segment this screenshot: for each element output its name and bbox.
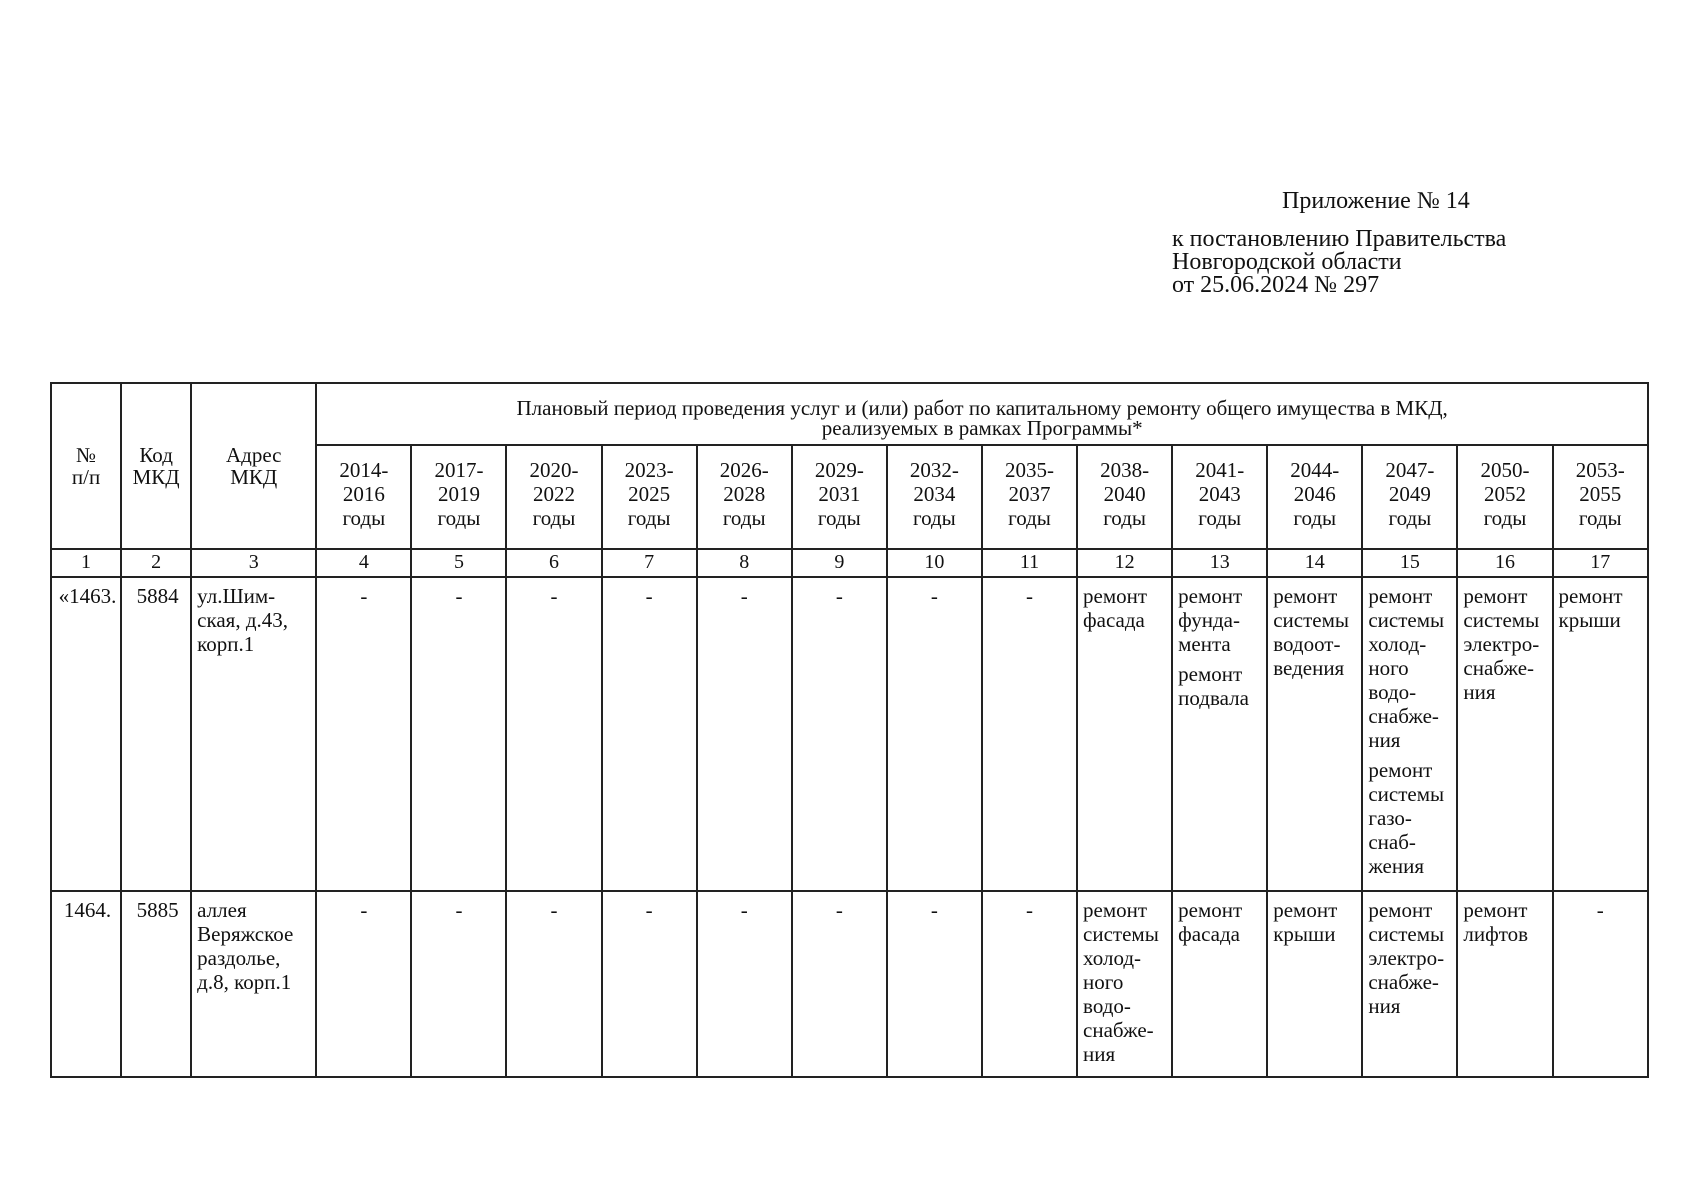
period-header: 2029- 2031 годы <box>792 445 887 549</box>
work-cell <box>1362 577 1457 891</box>
capital-repair-table <box>50 382 1649 1078</box>
empty-period-cell <box>411 577 506 891</box>
empty-period-cell <box>792 891 887 1077</box>
column-number: 7 <box>602 549 697 577</box>
column-number: 5 <box>411 549 506 577</box>
period-header: 2032- 2034 годы <box>887 445 982 549</box>
period-header: 2026- 2028 годы <box>697 445 792 549</box>
column-number: 3 <box>191 549 316 577</box>
column-number: 16 <box>1457 549 1552 577</box>
period-header: 2053- 2055 годы <box>1553 445 1648 549</box>
period-header: 2035- 2037 годы <box>982 445 1077 549</box>
table-row <box>51 577 1648 891</box>
work-item: ремонт системы холод- ного водо- снабже- ния <box>1083 898 1159 1066</box>
empty-period-cell <box>887 891 982 1077</box>
dash-mark: - <box>455 898 463 922</box>
dash-mark: - <box>930 584 938 608</box>
empty-period-cell <box>697 577 792 891</box>
appendix-line-2: Новгородской области <box>1172 249 1402 275</box>
period-header: 2020- 2022 годы <box>506 445 601 549</box>
period-header: 2041- 2043 годы <box>1172 445 1267 549</box>
empty-period-cell <box>982 891 1077 1077</box>
header-code: Код МКД <box>121 383 191 549</box>
work-item: ремонт системы электро- снабже- ния <box>1463 584 1540 704</box>
work-item: ремонт крыши <box>1273 898 1338 946</box>
column-number: 6 <box>506 549 601 577</box>
column-number: 13 <box>1172 549 1267 577</box>
column-number: 9 <box>792 549 887 577</box>
empty-period-cell <box>506 891 601 1077</box>
appendix-line-3: от 25.06.2024 № 297 <box>1172 272 1380 298</box>
header-period-title: Плановый период проведения услуг и (или) работ по капитальному ремонту общего имущества в МКД, реализуемых в рамках Программы* <box>316 383 1648 445</box>
appendix-title: Приложение № 14 <box>1282 188 1470 214</box>
dash-mark: - <box>360 898 368 922</box>
column-number: 10 <box>887 549 982 577</box>
column-number: 2 <box>121 549 191 577</box>
column-number: 1 <box>51 549 121 577</box>
building-address: аллея Веряжское раздолье, д.8, корп.1 <box>191 891 316 1077</box>
dash-mark: - <box>740 584 748 608</box>
dash-mark: - <box>550 584 558 608</box>
building-code: 5885 <box>121 891 191 1077</box>
column-number: 12 <box>1077 549 1172 577</box>
period-header: 2044- 2046 годы <box>1267 445 1362 549</box>
table-row <box>51 891 1648 1077</box>
period-header: 2017- 2019 годы <box>411 445 506 549</box>
dash-mark: - <box>645 898 653 922</box>
table-body <box>51 577 1648 1077</box>
period-header: 2038- 2040 годы <box>1077 445 1172 549</box>
period-header: 2014- 2016 годы <box>316 445 411 549</box>
dash-mark: - <box>740 898 748 922</box>
empty-period-cell <box>792 577 887 891</box>
work-cell <box>1267 577 1362 891</box>
dash-mark: - <box>455 584 463 608</box>
dash-mark: - <box>1026 898 1033 922</box>
work-cell <box>1362 891 1457 1077</box>
column-number: 17 <box>1553 549 1648 577</box>
work-item: ремонт системы водоот- ведения <box>1273 584 1350 680</box>
work-cell <box>1077 891 1172 1077</box>
work-item: ремонт крыши <box>1558 584 1623 632</box>
column-number: 15 <box>1362 549 1457 577</box>
dash-mark: - <box>1026 584 1033 608</box>
header-address: Адрес МКД <box>191 383 316 549</box>
dash-mark: - <box>550 898 558 922</box>
column-number: 4 <box>316 549 411 577</box>
work-item: ремонт системы холод- ного водо- снабже- ния <box>1368 584 1445 752</box>
period-header: 2023- 2025 годы <box>602 445 697 549</box>
work-cell <box>1172 577 1267 891</box>
work-cell <box>1172 891 1267 1077</box>
work-item: ремонт лифтов <box>1463 898 1529 946</box>
empty-period-cell <box>887 577 982 891</box>
column-number-row <box>51 549 1648 577</box>
dash-mark: - <box>360 584 368 608</box>
dash-mark: - <box>930 898 938 922</box>
building-code: 5884 <box>121 577 191 891</box>
column-number: 11 <box>982 549 1077 577</box>
row-number: «1463. <box>51 577 121 891</box>
appendix-line-1: к постановлению Правительства <box>1172 226 1507 252</box>
dash-mark: - <box>835 584 843 608</box>
dash-mark: - <box>835 898 843 922</box>
period-header: 2050- 2052 годы <box>1457 445 1552 549</box>
work-item: ремонт системы электро- снабже- ния <box>1368 898 1445 1018</box>
empty-period-cell <box>316 891 411 1077</box>
work-item: ремонт фасада <box>1083 584 1148 632</box>
dash-mark: - <box>1596 898 1604 922</box>
work-item: ремонт фасада <box>1178 898 1243 946</box>
work-item: ремонт фунда- мента <box>1178 584 1243 656</box>
dash-mark: - <box>645 584 653 608</box>
empty-period-cell <box>602 577 697 891</box>
header-num: № п/п <box>51 383 121 549</box>
empty-period-cell <box>602 891 697 1077</box>
work-item: ремонт системы газо- снаб- жения <box>1368 758 1445 878</box>
column-number: 8 <box>697 549 792 577</box>
building-address: ул.Шим- ская, д.43, корп.1 <box>191 577 316 891</box>
empty-period-cell <box>506 577 601 891</box>
empty-period-cell <box>982 577 1077 891</box>
work-cell <box>1457 577 1552 891</box>
work-cell <box>1553 577 1648 891</box>
period-header: 2047- 2049 годы <box>1362 445 1457 549</box>
empty-period-cell <box>697 891 792 1077</box>
row-number: 1464. <box>51 891 121 1077</box>
work-item: ремонт подвала <box>1178 662 1249 710</box>
work-cell <box>1077 577 1172 891</box>
empty-period-cell <box>411 891 506 1077</box>
work-cell <box>1267 891 1362 1077</box>
empty-period-cell <box>316 577 411 891</box>
empty-period-cell <box>1553 891 1648 1077</box>
appendix-block <box>1172 190 1592 297</box>
column-number: 14 <box>1267 549 1362 577</box>
work-cell <box>1457 891 1552 1077</box>
